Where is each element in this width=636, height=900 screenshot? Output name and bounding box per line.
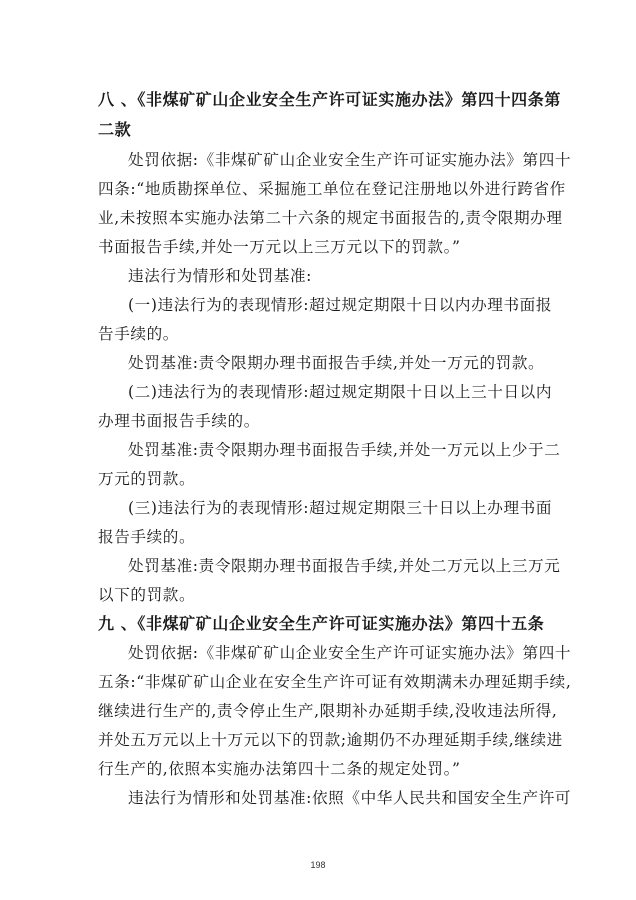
page-number: 198: [310, 860, 326, 870]
paragraph-line: 违法行为情形和处罚基准:: [128, 267, 312, 285]
paragraph-line: 业,未按照本实施办法第二十六条的规定书面报告的,责令限期办理: [98, 209, 563, 227]
paragraph-line: 违法行为情形和处罚基准:依照《中华人民共和国安全生产许可: [128, 789, 572, 807]
paragraph-line: 报告手续的。: [98, 528, 196, 546]
paragraph-line: 书面报告手续,并处一万元以上三万元以下的罚款。”: [98, 238, 461, 256]
paragraph-line: 处罚依据:《非煤矿矿山企业安全生产许可证实施办法》第四十: [128, 644, 572, 662]
paragraph-line: 万元的罚款。: [98, 470, 196, 488]
paragraph-line: 处罚基准:责令限期办理书面报告手续,并处一万元以上少于二: [128, 441, 561, 459]
section-8-heading: 八 、《非煤矿矿山企业安全生产许可证实施办法》第四十四条第: [98, 90, 561, 109]
paragraph-line: 办理书面报告手续的。: [98, 412, 260, 430]
paragraph-line: 处罚基准:责令限期办理书面报告手续,并处二万元以上三万元: [128, 557, 561, 575]
section-9-heading: 九 、《非煤矿矿山企业安全生产许可证实施办法》第四十五条: [98, 614, 545, 633]
paragraph-line: 继续进行生产的,责令停止生产,限期补办延期手续,没收违法所得,: [98, 702, 558, 720]
paragraph-line: 处罚依据:《非煤矿矿山企业安全生产许可证实施办法》第四十: [128, 151, 572, 169]
paragraph-line: 告手续的。: [98, 325, 179, 343]
paragraph-line: 四条:“地质勘探单位、采掘施工单位在登记注册地以外进行跨省作: [98, 180, 566, 198]
paragraph-line: 处罚基准:责令限期办理书面报告手续,并处一万元的罚款。: [128, 354, 545, 372]
paragraph-line: 以下的罚款。: [98, 586, 196, 604]
paragraph-line: (一)违法行为的表现情形:超过规定期限十日以内办理书面报: [128, 296, 553, 314]
section-8-heading-cont: 二款: [98, 120, 132, 139]
paragraph-line: 行生产的,依照本实施办法第四十二条的规定处罚。”: [98, 760, 461, 778]
paragraph-line: (三)违法行为的表现情形:超过规定期限三十日以上办理书面: [128, 499, 553, 517]
paragraph-line: 并处五万元以上十万元以下的罚款;逾期仍不办理延期手续,继续进: [98, 731, 563, 749]
paragraph-line: 五条:“非煤矿矿山企业在安全生产许可证有效期满未办理延期手续,: [98, 673, 572, 691]
paragraph-line: (二)违法行为的表现情形:超过规定期限十日以上三十日以内: [128, 383, 553, 401]
